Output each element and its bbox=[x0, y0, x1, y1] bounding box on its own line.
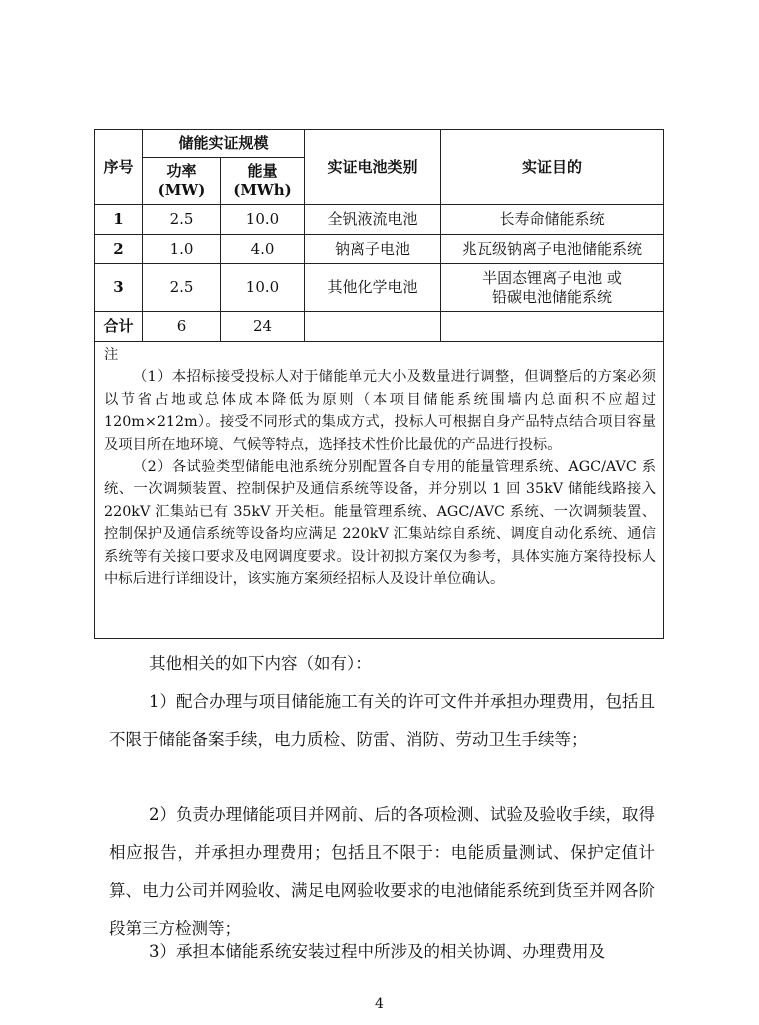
header-index: 序号 bbox=[95, 130, 143, 205]
row-power: 2.5 bbox=[143, 205, 221, 235]
row-purpose: 兆瓦级钠离子电池储能系统 bbox=[441, 235, 664, 264]
page-number: 4 bbox=[375, 996, 384, 1012]
table-note bbox=[95, 342, 664, 639]
row-power: 1.0 bbox=[143, 235, 221, 264]
table-row bbox=[95, 264, 664, 312]
note-paragraph-1: （1）本招标接受投标人对于储能单元大小及数量进行调整，但调整后的方案必须以节省占地或总体成本降低为原则（本项目储能系统围墙内总面积不应超过 120m×212m）。接受不同形式的集成方式，投标人可根据自身产品特点结合项目容量及项目所在地环境、气候等特点，选择技术性价比最优的产品进行投标。 bbox=[104, 369, 657, 453]
row-index: 2 bbox=[95, 235, 143, 264]
row-power: 2.5 bbox=[143, 264, 221, 312]
note-title: 注 bbox=[104, 347, 119, 363]
header-battery-type: 实证电池类别 bbox=[305, 130, 441, 205]
row-battery-type: 钠离子电池 bbox=[305, 235, 441, 264]
total-energy: 24 bbox=[221, 312, 305, 342]
table-row bbox=[95, 235, 664, 264]
total-label: 合计 bbox=[95, 312, 143, 342]
note-paragraph-2: （2）各试验类型储能电池系统分别配置各自专用的能量管理系统、AGC/AVC 系统、一次调频装置、控制保护及通信系统等设备，并分别以 1 回 35kV 储能线路接入 220kV 汇集站已有 35kV 开关柜。能量管理系统、AGC/AVC 系统、一次调频装置、控制保护及通信系统等设备均应满足 220kV 汇集站综自系统、调度自动化系统、通信系统等有关接口要求及电网调度要求。设计初拟方案仅为参考，具体实施方案待投标人中标后进行详细设计，该实施方案须经招标人及设计单位确认。 bbox=[104, 459, 657, 588]
item-1: 1）配合办理与项目储能施工有关的许可文件并承担办理费用，包括且不限于储能备案手续，电力质检、防雷、消防、劳动卫生手续等； bbox=[109, 692, 655, 749]
row-index: 3 bbox=[95, 264, 143, 312]
row-energy: 4.0 bbox=[221, 235, 305, 264]
row-energy: 10.0 bbox=[221, 205, 305, 235]
table-row bbox=[95, 205, 664, 235]
header-scale: 储能实证规模 bbox=[143, 130, 305, 158]
row-purpose: 半固态锂离子电池 或 铅碳电池储能系统 bbox=[441, 264, 664, 312]
item-3: 3）承担本储能系统安装过程中所涉及的相关协调、办理费用及 bbox=[149, 942, 605, 961]
row-purpose: 长寿命储能系统 bbox=[441, 205, 664, 235]
energy-storage-table bbox=[94, 129, 664, 639]
header-purpose: 实证目的 bbox=[441, 130, 664, 205]
row-index: 1 bbox=[95, 205, 143, 235]
intro-line: 其他相关的如下内容（如有）： bbox=[149, 654, 372, 673]
row-battery-type: 全钒液流电池 bbox=[305, 205, 441, 235]
item-2: 2）负责办理储能项目并网前、后的各项检测、试验及验收手续，取得相应报告，并承担办理费用；包括且不限于：电能质量测试、保护定值计算、电力公司并网验收、满足电网验收要求的电池储能系统到货至并网各阶段第三方检测等； bbox=[109, 805, 655, 938]
row-battery-type: 其他化学电池 bbox=[305, 264, 441, 312]
total-row bbox=[95, 312, 664, 342]
header-energy: 能量 (MWh) bbox=[221, 158, 305, 205]
header-power: 功率 (MW) bbox=[143, 158, 221, 205]
total-power: 6 bbox=[143, 312, 221, 342]
row-energy: 10.0 bbox=[221, 264, 305, 312]
